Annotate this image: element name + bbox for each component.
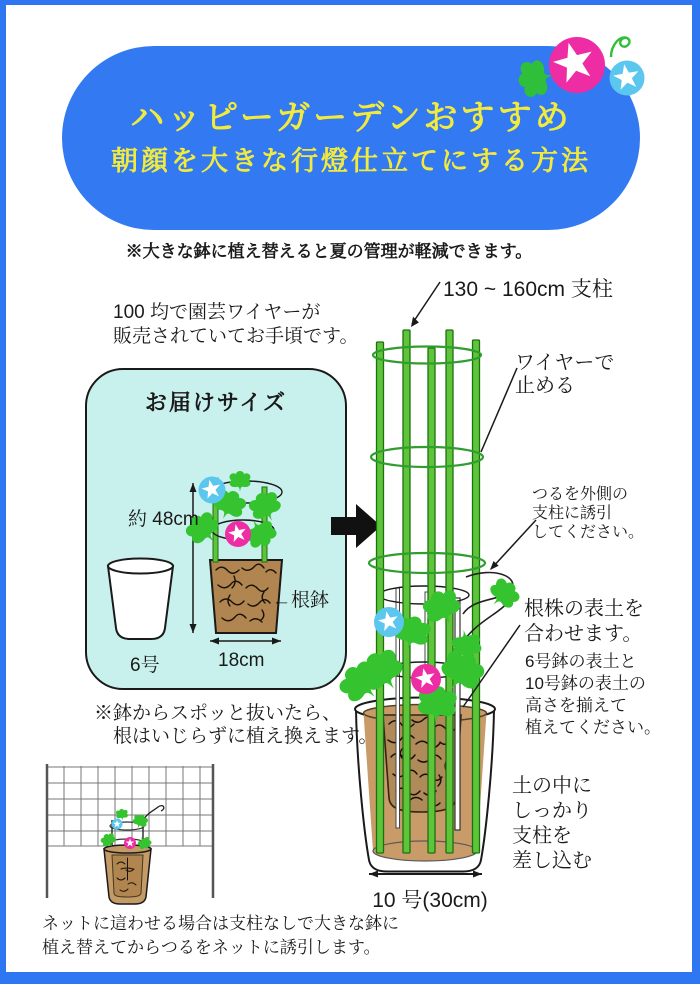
page-title: ハッピーガーデンおすすめ	[130, 99, 572, 138]
header-decoration	[500, 22, 664, 114]
vine-guide-line3: してください。	[532, 524, 645, 541]
insert-stake-line4: 差し込む	[512, 850, 592, 872]
stake-length-label: 130 ~ 160cm 支柱	[443, 278, 613, 301]
rootball-label: ←根鉢	[272, 590, 330, 611]
wire-stop-line2: 止める	[515, 375, 575, 397]
soil-level-detail-line1: 6号鉢の表土と	[525, 652, 637, 671]
soil-level-detail-line3: 高さを揃えて	[525, 696, 627, 715]
height-dimension-label: 約 48cm	[128, 509, 199, 530]
morning-glory-blue-icon	[112, 819, 123, 830]
soil-level-title	[524, 597, 644, 647]
repot-note-line2: 根はいじらずに植え換えます。	[113, 726, 378, 747]
pot10-size-label: 10 号(30cm)	[372, 889, 488, 912]
soil-level-detail	[525, 651, 661, 739]
width-dimension-arrow	[210, 638, 281, 645]
soil-level-detail-line2: 10号鉢の表土の	[525, 674, 646, 693]
morning-glory-pink-icon	[124, 837, 136, 849]
wire-tip-line1: 100 均で園芸ワイヤーが	[113, 302, 321, 323]
net-illustration	[36, 756, 228, 912]
tendril-icon	[611, 37, 630, 57]
net-pot	[104, 845, 151, 904]
morning-glory-pink-icon	[225, 521, 251, 547]
net-note	[42, 912, 399, 960]
soil-level-title-line2: 合わせます。	[524, 623, 643, 645]
vine-guide-line2: 支柱に誘引	[532, 505, 613, 522]
morning-glory-blue-icon	[610, 61, 645, 96]
pot-6	[108, 559, 173, 640]
insert-stake-line3: 支柱を	[512, 825, 572, 847]
net-grid	[47, 766, 213, 846]
page-subtitle: 朝顔を大きな行燈仕立てにする方法	[111, 146, 591, 177]
morning-glory-blue-icon	[374, 607, 404, 637]
wire-stop-label	[515, 352, 614, 398]
morning-glory-pink-icon	[411, 664, 441, 694]
top-note: ※大きな鉢に植え替えると夏の管理が軽減できます。	[125, 242, 533, 261]
vine-guide-line1: つるを外側の	[532, 486, 629, 503]
morning-glory-blue-icon	[199, 477, 226, 504]
wire-stop-line1: ワイヤーで	[515, 352, 615, 374]
delivery-box-title: お届けサイズ	[144, 390, 288, 415]
repot-note-line1: ※鉢からスポッと抜いたら、	[94, 703, 342, 724]
delivery-illustration	[85, 368, 347, 690]
morning-glory-pink-icon	[549, 37, 605, 93]
pot6-label: 6号	[130, 655, 160, 676]
insert-stake-line2: しっかり	[512, 800, 592, 822]
net-note-line2: 植え替えてからつるをネットに誘引します。	[42, 938, 381, 957]
wire-tip-line2: 販売されていてお手頃です。	[113, 326, 359, 347]
soil-level-detail-line4: 植えてください。	[525, 718, 661, 737]
net-note-line1: ネットに這わせる場合は支柱なしで大きな鉢に	[42, 914, 399, 933]
insert-stake-line1: 土の中に	[512, 775, 592, 797]
repot-note	[94, 702, 377, 748]
insert-stake-label	[512, 774, 592, 874]
width-dimension-label: 18cm	[218, 650, 265, 671]
wire-tip-note	[113, 301, 358, 349]
vine-guide-label	[532, 485, 644, 542]
soil-level-title-line1: 根株の表土を	[524, 598, 644, 620]
wire-rings	[369, 347, 485, 574]
